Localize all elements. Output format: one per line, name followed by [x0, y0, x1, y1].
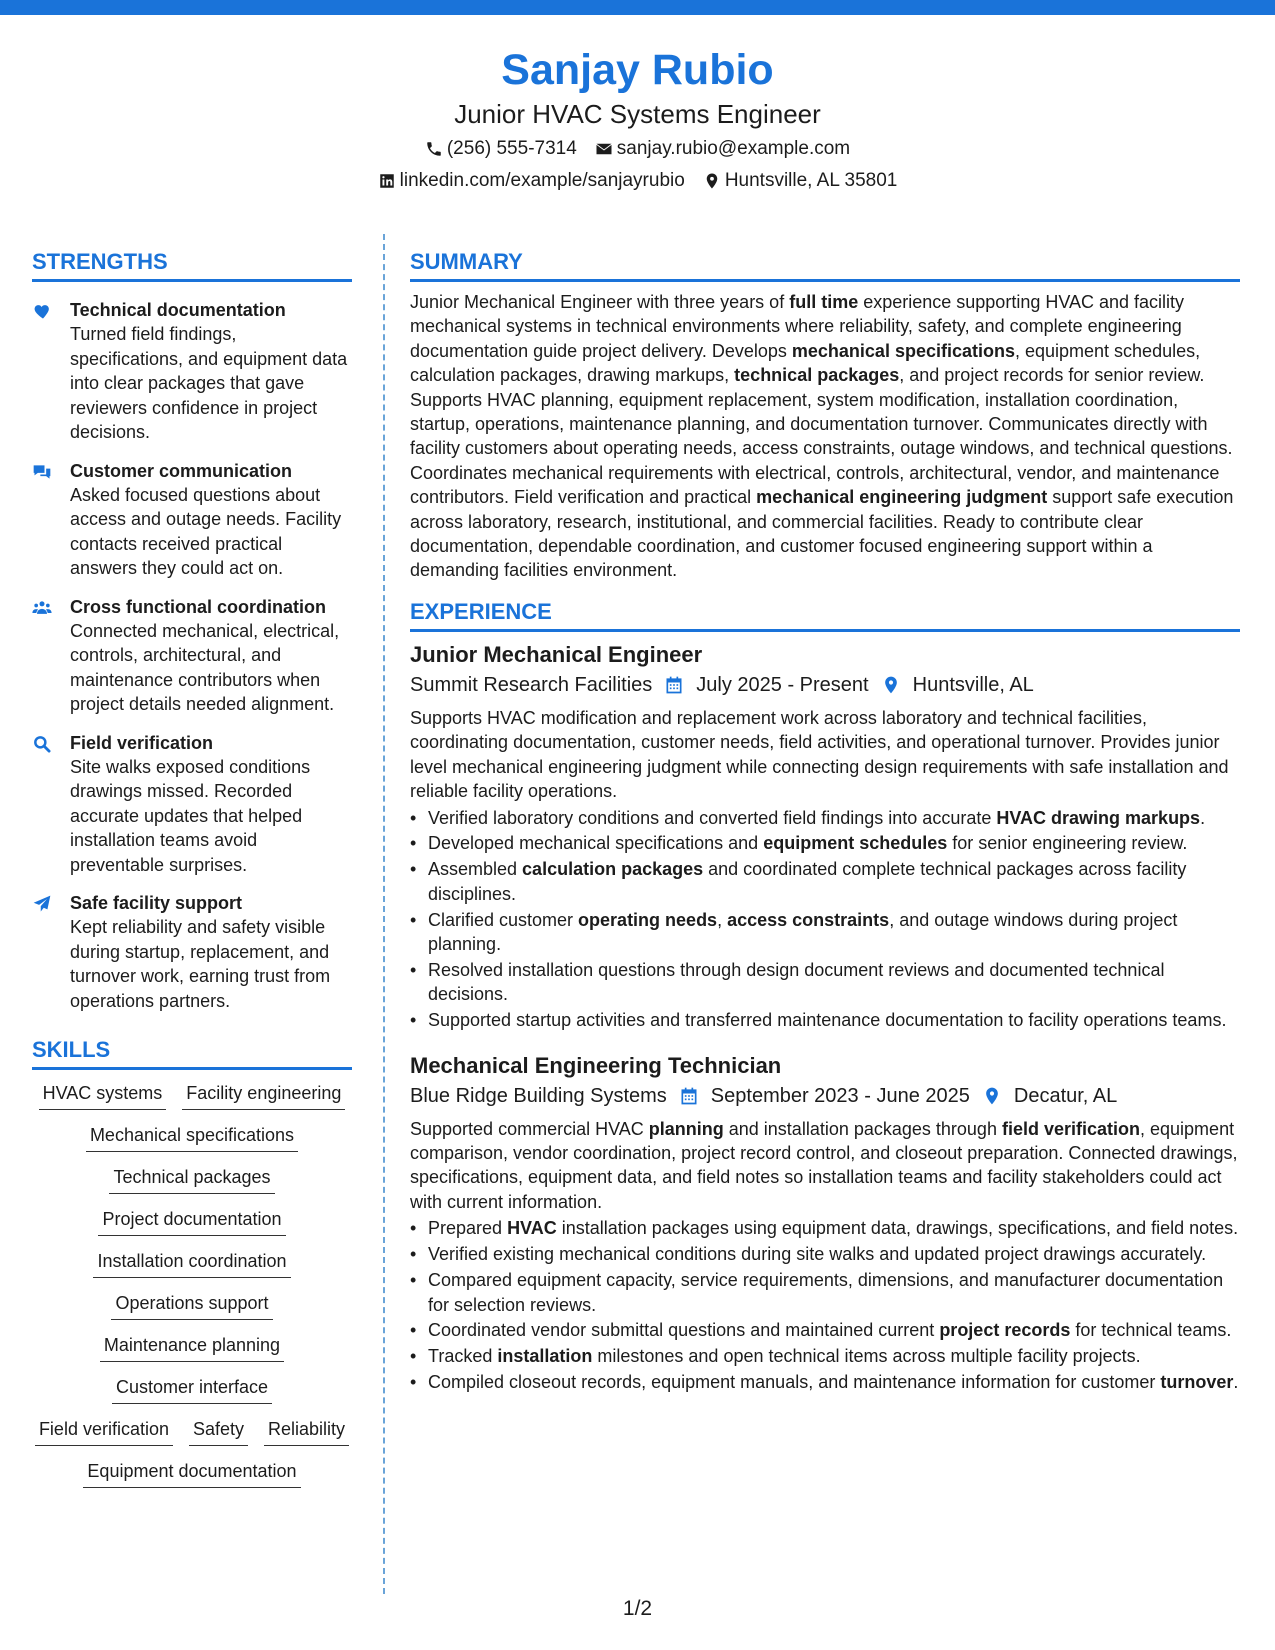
search-icon	[32, 734, 52, 754]
job-bullets	[410, 1216, 1240, 1394]
skill-tag: Facility engineering	[182, 1080, 345, 1110]
job-meta	[410, 670, 1240, 700]
job-bullet: • Verified existing mechanical conditions during site walks and updated project drawings accurately.	[410, 1242, 1240, 1266]
calendar-icon	[679, 1086, 699, 1106]
skill-row	[32, 1122, 352, 1152]
heart-icon	[32, 301, 52, 321]
strength-body	[70, 459, 352, 581]
skill-tag: Field verification	[35, 1416, 173, 1446]
contact-row-2	[0, 168, 1275, 194]
job-dates: July 2025 - Present	[696, 673, 869, 696]
job-meta	[410, 1081, 1240, 1111]
left-column	[32, 247, 352, 1488]
experience-list	[410, 640, 1240, 1395]
skill-row	[32, 1458, 352, 1488]
paper-plane-icon	[32, 894, 52, 914]
job-entry	[410, 1051, 1240, 1395]
job-bullet: • Supported startup activities and transferred maintenance documentation to facility operations teams.	[410, 1008, 1240, 1032]
job-title: Junior Mechanical Engineer	[410, 641, 703, 667]
skill-tag: Project documentation	[98, 1206, 285, 1236]
job-bullet: • Verified laboratory conditions and converted field findings into accurate HVAC drawing markups.	[410, 806, 1240, 830]
skill-row	[32, 1248, 352, 1278]
strength-icon-wrap	[32, 731, 70, 878]
job-dates-wrap	[679, 1086, 699, 1106]
contact-row-1	[0, 136, 1275, 162]
page-number: 1/2	[622, 1597, 653, 1620]
strength-body	[70, 298, 352, 445]
job-bullets	[410, 806, 1240, 1033]
skill-row	[32, 1416, 352, 1446]
job-entry	[410, 640, 1240, 1033]
skill-row	[32, 1206, 352, 1236]
candidate-title: Junior HVAC Systems Engineer	[454, 99, 821, 129]
strengths-list	[32, 298, 352, 1013]
job-bullet: • Developed mechanical specifications and equipment schedules for senior engineering review.	[410, 831, 1240, 855]
skill-tag: HVAC systems	[39, 1080, 167, 1110]
right-column	[410, 247, 1240, 1395]
job-dates-wrap	[664, 675, 684, 695]
phone-text: (256) 555-7314	[446, 138, 577, 159]
skill-tag: Reliability	[264, 1416, 349, 1446]
job-company: Summit Research Facilities	[410, 673, 653, 696]
map-pin-icon	[982, 1086, 1002, 1106]
linkedin-contact[interactable]	[378, 168, 685, 194]
strength-title: Field verification	[70, 732, 214, 753]
strength-item	[32, 298, 352, 445]
summary-heading: SUMMARY	[410, 247, 1240, 282]
strength-body	[70, 891, 352, 1013]
skills-list	[32, 1080, 352, 1488]
skill-row	[32, 1290, 352, 1320]
location-text: Huntsville, AL 35801	[724, 170, 898, 191]
skill-tag: Technical packages	[109, 1164, 274, 1194]
job-bullet: • Compared equipment capacity, service requirements, dimensions, and manufacturer documentation for selection reviews.	[410, 1268, 1240, 1317]
strength-description: Asked focused questions about access and outage needs. Facility contacts received practical answers they could act on.	[70, 484, 342, 578]
map-pin-icon	[881, 675, 901, 695]
job-bullet: • Prepared HVAC installation packages using equipment data, drawings, specifications, and field notes.	[410, 1216, 1240, 1240]
skill-row	[32, 1080, 352, 1110]
chat-icon	[32, 462, 52, 482]
strength-icon-wrap	[32, 459, 70, 581]
job-location-wrap	[881, 675, 901, 695]
users-icon	[32, 598, 52, 618]
linkedin-icon	[378, 172, 396, 190]
job-bullet: • Coordinated vendor submittal questions and maintained current project records for technical teams.	[410, 1318, 1240, 1342]
strength-item	[32, 595, 352, 717]
strength-description: Site walks exposed conditions drawings missed. Recorded accurate updates that helped installation teams avoid preventable surprises.	[70, 756, 311, 875]
strength-icon-wrap	[32, 891, 70, 1013]
job-location: Decatur, AL	[1013, 1084, 1118, 1107]
experience-heading: EXPERIENCE	[410, 597, 1240, 632]
skill-tag: Safety	[189, 1416, 248, 1446]
phone-icon	[425, 140, 443, 158]
linkedin-text[interactable]: linkedin.com/example/sanjayrubio	[399, 170, 685, 191]
skill-tag: Installation coordination	[93, 1248, 290, 1278]
location-contact	[703, 168, 898, 194]
strength-description: Connected mechanical, electrical, controls, architectural, and maintenance contributors when project details needed alignment.	[70, 620, 340, 714]
job-location: Huntsville, AL	[912, 673, 1034, 696]
job-description: Supported commercial HVAC planning and installation packages through field verification, equipment comparison, vendor coordination, project record control, and closeout preparation. Connected drawings, specifications, equipment data, and field notes so installation teams and facility stakeholders could act with current information.	[410, 1118, 1238, 1212]
candidate-name: Sanjay Rubio	[501, 46, 774, 94]
skill-tag: Equipment documentation	[83, 1458, 300, 1488]
skill-tag: Mechanical specifications	[86, 1122, 298, 1152]
skill-row	[32, 1374, 352, 1404]
strength-description: Turned field findings, specifications, and equipment data into clear packages that gave reviewers confidence in project decisions.	[70, 324, 348, 442]
top-accent-bar	[0, 0, 1275, 15]
email-text[interactable]: sanjay.rubio@example.com	[616, 138, 851, 159]
map-pin-icon	[703, 172, 721, 190]
job-bullet: • Clarified customer operating needs, access constraints, and outage windows during project planning.	[410, 908, 1240, 957]
strength-icon-wrap	[32, 298, 70, 445]
email-contact[interactable]	[595, 136, 850, 162]
skill-tag: Operations support	[111, 1290, 272, 1320]
strength-item	[32, 459, 352, 581]
summary-text: Junior Mechanical Engineer with three years of full time experience supporting HVAC and facility mechanical systems in technical environments where reliability, safety, and complete engineering documentation guide project delivery. Develops mechanical specifications, equipment schedules, calculation packages, drawing markups, technical packages, and project records for senior review. Supports HVAC planning, equipment replacement, system modification, installation coordination, startup, operations, maintenance planning, and documentation turnover. Communicates directly with facility customers about operating needs, access constraints, outage windows, and technical questions. Coordinates mechanical requirements with electrical, controls, architectural, vendor, and maintenance contributors. Field verification and practical mechanical engineering judgment support safe execution across laboratory, research, institutional, and commercial facilities. Ready to contribute clear documentation, dependable coordination, and customer focused engineering support within a demanding facilities environment.	[410, 292, 1234, 581]
job-bullet: • Assembled calculation packages and coordinated complete technical packages across facility disciplines.	[410, 857, 1240, 906]
strength-title: Customer communication	[70, 460, 293, 481]
job-bullet: • Tracked installation milestones and open technical items across multiple facility projects.	[410, 1344, 1240, 1368]
job-bullet: • Resolved installation questions through design document reviews and documented technical decisions.	[410, 958, 1240, 1007]
skill-tag: Maintenance planning	[100, 1332, 284, 1362]
envelope-icon	[595, 140, 613, 158]
strength-icon-wrap	[32, 595, 70, 717]
strength-description: Kept reliability and safety visible during startup, replacement, and turnover work, earning trust from operations partners.	[70, 917, 331, 1011]
strength-body	[70, 595, 352, 717]
job-description: Supports HVAC modification and replacement work across laboratory and technical facilities, coordinating documentation, customer needs, field activities, and operational turnover. Provides junior level mechanical engineering judgment while connecting design requirements with safe installation and reliable facility operations.	[410, 707, 1229, 802]
skill-tag: Customer interface	[112, 1374, 272, 1404]
strength-title: Safe facility support	[70, 893, 243, 913]
strength-body	[70, 731, 352, 878]
skill-row	[32, 1164, 352, 1194]
strength-item	[32, 891, 352, 1013]
skills-heading: SKILLS	[32, 1035, 352, 1070]
skill-row	[32, 1332, 352, 1362]
strength-title: Cross functional coordination	[70, 596, 327, 617]
job-bullet: • Compiled closeout records, equipment manuals, and maintenance information for customer turnover.	[410, 1370, 1240, 1394]
resume-header	[0, 42, 1275, 194]
column-divider	[383, 234, 385, 1594]
job-company: Blue Ridge Building Systems	[410, 1084, 667, 1107]
job-dates: September 2023 - June 2025	[710, 1084, 970, 1107]
calendar-icon	[664, 675, 684, 695]
strength-title: Technical documentation	[70, 300, 286, 320]
phone-contact	[425, 136, 577, 162]
strengths-heading: STRENGTHS	[32, 247, 352, 282]
job-title: Mechanical Engineering Technician	[410, 1052, 782, 1078]
strength-item	[32, 731, 352, 878]
job-location-wrap	[982, 1086, 1002, 1106]
